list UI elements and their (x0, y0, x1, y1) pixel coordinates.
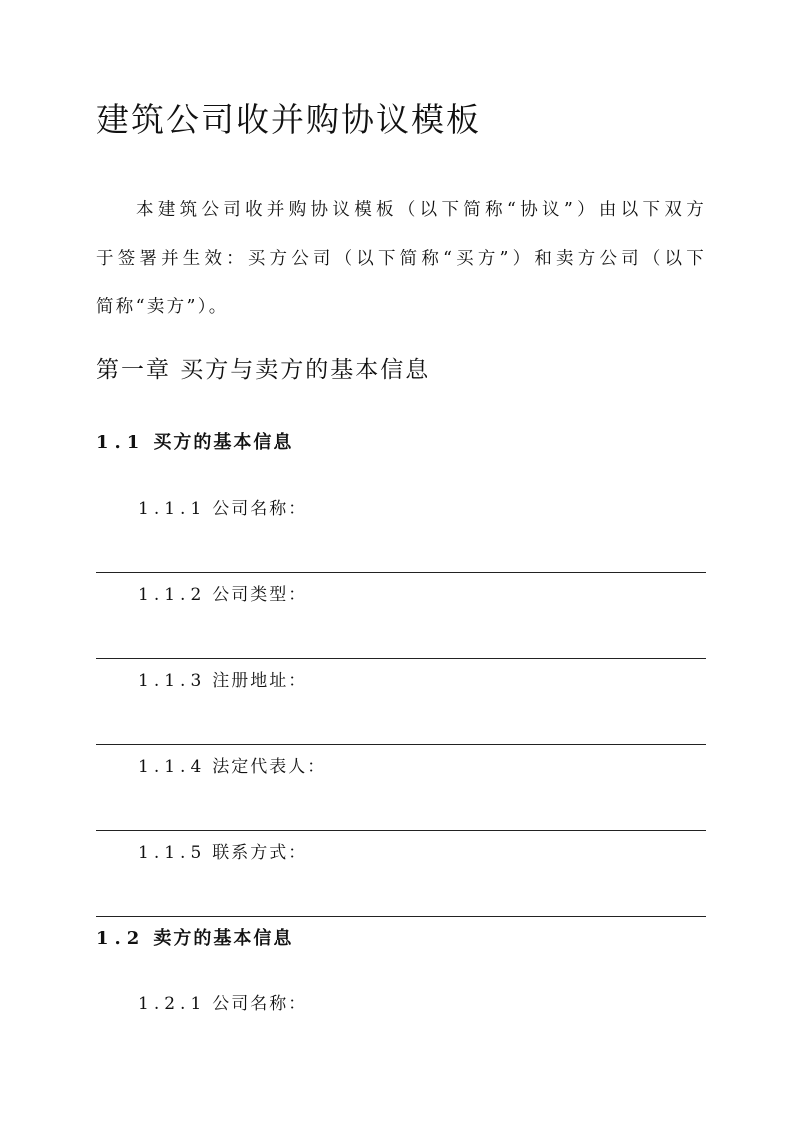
section-heading-seller (96, 924, 293, 954)
field-number: 1.1.3 (138, 671, 207, 691)
fill-line[interactable] (96, 830, 706, 831)
intro-line: 于签署并生效：买方公司（以下简称“买方”）和卖方公司（以下 (96, 248, 706, 269)
section-number: 1.2 (96, 928, 146, 949)
fill-line[interactable] (96, 572, 706, 573)
field-number: 1.1.2 (138, 585, 207, 605)
field-label: 联系方式： (212, 843, 308, 863)
field-buyer-contact (138, 839, 307, 867)
field-seller-company-name (138, 990, 307, 1018)
fill-line[interactable] (96, 658, 706, 659)
field-label: 公司名称： (212, 994, 308, 1014)
field-number: 1.1.5 (138, 843, 207, 863)
field-number: 1.1.1 (138, 499, 207, 519)
section-title: 卖方的基本信息 (153, 928, 294, 949)
fill-line[interactable] (96, 916, 706, 917)
field-buyer-legal-representative (138, 753, 326, 781)
intro-line: 本建筑公司收并购协议模板（以下简称“协议”）由以下双方 (136, 200, 706, 220)
field-label: 公司类型： (212, 585, 308, 605)
fill-line[interactable] (96, 744, 706, 745)
field-label: 注册地址： (212, 671, 308, 691)
field-buyer-company-name (138, 495, 307, 523)
intro-paragraph (96, 186, 706, 332)
field-number: 1.2.1 (138, 994, 207, 1014)
section-heading-buyer (96, 428, 293, 458)
intro-line: 简称“卖方”）。 (96, 297, 229, 317)
section-title: 买方的基本信息 (153, 432, 294, 453)
field-buyer-registered-address (138, 667, 307, 695)
field-label: 公司名称： (212, 499, 308, 519)
field-buyer-company-type (138, 581, 307, 609)
field-number: 1.1.4 (138, 757, 207, 777)
section-number: 1.1 (96, 432, 146, 453)
chapter-heading: 第一章 买方与卖方的基本信息 (96, 357, 431, 383)
field-label: 法定代表人： (212, 757, 327, 777)
document-title: 建筑公司收并购协议模板 (96, 100, 481, 139)
